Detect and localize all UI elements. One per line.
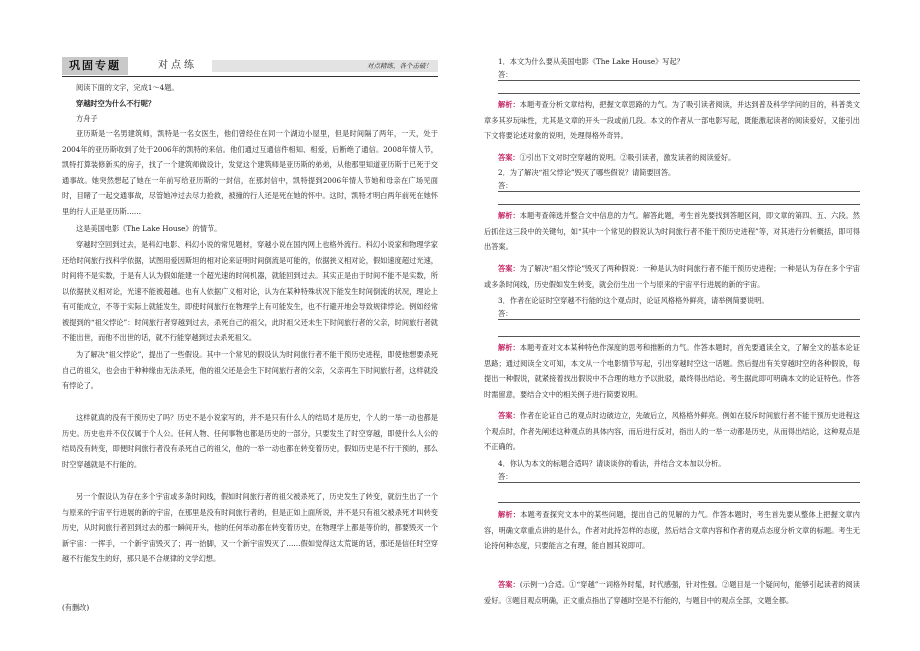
- source-note: (有删改): [62, 603, 90, 612]
- author: 方舟子: [76, 114, 98, 123]
- question-4: 4．你认为本文的标题合适吗？请谈谈你的看法，并结合文本加以分析。: [498, 459, 726, 468]
- answer-line-2b: [498, 204, 860, 205]
- answer-text: 作者在论证自己的观点时边破边立，先破后立，风格格外鲜亮。例如在驳斥时间旅行者不能干预历史进程这个观点时，作者先阐述这种观点的具体内容，而后进行反对，指出人的一举一动都是历史，从而得出结论，这种观点是不正确的。: [484, 411, 860, 451]
- answer-label: 答案：: [498, 411, 520, 420]
- paragraph-3: 穿越时空回到过去，是科幻电影、科幻小说的常见题材，穿越小说在国内网上也格外流行。科幻小说家和物理学家还给时间旅行找科学依据，试图用爱因斯坦的相对论来证明时间倒流是可能的，依据狭义相对论，假如速度超过光速，时间将不是实数，于是有人认为假如能建一个超光速的时间机器，就能回到过去。其实正是由于时间不能不是实数，所以依据狭义相对论，光速不能被超越。也有人依据广义相对论，认为在某种特殊状况下能发生时间倒流的状况，理论上有可能成立，不等于实际上就能发生，即使时间旅行在物理学上有可能发生，也不行避开地会导致规律悖论。例如经常被提到的“祖父悖论”：时间旅行者穿越到过去，杀死自己的祖父，此时祖父还未生下时间旅行者的父亲，时间旅行者就不能出世，而他不出世的话，就不行能穿越到过去杀死祖父。: [62, 240, 438, 342]
- banner-slogan: 对点精练，各个击破！: [367, 62, 432, 70]
- analysis-text: 本题考查分析文章结构，把握文章思路的力气。为了吸引读者阅读，并达到普及科学学问的目的，科普类文章多其岁玩味性，尤其是文章的开头一段或前几段。本文的作者从一部电影写起，既能激起读者的阅读爱好，又能引出下文将要论述对象的说明，处理得格外奇异。: [484, 100, 860, 140]
- paragraph-4: 为了解决“祖父悖论”，提出了一些假设。其中一个常见的假设认为时间旅行者不能干预历史进程，即使他想要杀死自己的祖父，也会由于种种缘由无法杀死，他的祖父还是会生下时间旅行者的父亲，父亲再生下时间旅行者，这样就没有悖论了。: [62, 350, 438, 390]
- answer-1: [484, 150, 860, 166]
- question-2: 2．为了解决“祖父悖论”毁灭了哪些假说？请简要回答。: [498, 168, 676, 177]
- analysis-text: 本题考查对文本某种特色作深度的思考和推断的力气。作答本题时，首先要通读全文，了解全文的基本论证思路；通过阅读全文可知，本文从一个电影情节写起，引出穿越时空这一话题。然后提出有关穿越时空的各种假说，每提出一种假说，就紧接着找出假说中不合理的地方予以批驳，最终得出结论。考生据此即可明确本文的论证特色。作答时需留意，要结合文中的相关例子进行简要说明。: [484, 343, 860, 399]
- question-3: 3．作者在论证时空穿越不行能的这个观点时，论证风格格外鲜亮，请举例简要说明。: [498, 296, 769, 305]
- answer-4: [484, 577, 860, 608]
- banner-subtitle: 对点练: [158, 60, 197, 71]
- paragraph-5: 这样就真的没有干预历史了吗？历史不是小说家写的，并不是只有什么人的结局才是历史，个人的一举一动也都是历史。历史也并不仅仅属于个人公。任何人物、任何事物也都是历史的一部分，只要发生了时空穿越，即使什么人公的结局没有转变，即便时间旅行者没有杀死自己的祖父，他的一举一动也都在转变着历史，假如历史是不行干预的，那么时空穿越就是不行能的。: [62, 413, 438, 469]
- section-banner: [62, 57, 438, 75]
- answer-text: (示例一)合适。①“穿越”一词格外时髦，时代感强，针对性强。②题目是一个疑问句，能够引起读者的阅读爱好。③题目观点明确，正文重点指出了穿越时空是不行能的，与题目中的观点全部，文题全都。: [484, 580, 860, 605]
- banner-rule: [62, 76, 438, 77]
- analysis-text: 本题考查筛选并整合文中信息的力气。解答此题，考生首先要找到答题区间，即文章的第四、五、六段。然后抓住这三段中的关键句，如“其中一个常见的假说认为时间旅行者不能干预历史进程”等，对其进行分析概括，即可得出答案。: [484, 211, 860, 251]
- question-1: 1．本文为什么要从美国电影《The Lake House》写起？: [498, 57, 684, 66]
- banner-tag: 巩固专题: [62, 57, 128, 75]
- analysis-label: 解析：: [498, 510, 521, 519]
- paragraph-2: 这是美国电影《The Lake House》的情节。: [76, 224, 222, 233]
- answer-prefix: 答：: [498, 70, 513, 79]
- answer-line-3[interactable]: [498, 309, 860, 320]
- paragraph-6: 另一个假设认为存在多个宇宙或多条时间线，假如时间旅行者的祖父被杀死了，历史发生了转变，就衍生出了一个与原来的宇宙平行进展的新的宇宙，在那里是没有时间旅行者的，但是正如上面所说，并不是只有祖父被杀死才叫转变历史，从时间旅行者回到过去的那一瞬间开头，他的任何举动都在转变着历史，在物理学上都是等价的，都要毁灭一个新宇宙：一挥手，一个新宇宙毁灭了；再一抬脚，又一个新宇宙毁灭了……假如觉得这太荒诞的话，那还是信任时空穿越不行能发生的好，那只是不合规律的文学幻想。: [62, 492, 438, 563]
- answer-text: 为了解决“祖父悖论”毁灭了两种假说：一种是认为时间旅行者不能干预历史进程；一种是认为存在多个宇宙或多条时间线，历史假如发生转变，就会衍生出一个与原来的宇宙平行进展的新的宇宙。: [484, 264, 860, 289]
- instruction: 阅读下面的文字，完成1～4题。: [76, 83, 179, 92]
- paragraph-1: 亚历斯是一名男建筑师，凯特是一名女医生，他们曾经住在同一个湖边小屋里，但是时间隔了两年，一天，处于2004年的亚历斯收到了处于2006年的凯特的来信。他们通过互通信件相知、相爱，后断绝了通信。2008年情人节，凯特打算装修新买的房子，找了一个建筑师做设计，发觉这个建筑师是亚历斯的弟弟，从他那里知道亚历斯于已死于交通事故。她突然想起了她在一年前写给亚历斯的一封信，在那封信中，凯特提到2006年情人节她和母亲在广场见面时，目睹了一起交通事故，尽管她冲过去尽力抢救，被撞的行人还是死在她的怀中。这时，凯特才明白两年前死在她怀里的行人正是亚历斯……: [62, 129, 438, 216]
- answer-prefix: 答：: [498, 309, 513, 318]
- answer-line-2[interactable]: [498, 181, 860, 192]
- answer-label: 答案：: [498, 153, 520, 162]
- analysis-text: 本题考查探究文本中的某些问题，提出自己的见解的力气。作答本题时，考生首先要从整体上把握文章内容，明确文章重点讲的是什么，作者对此持怎样的态度，然后结合文章内容和作者的观点态度分析文章的标题。考生无论持何种态度，只要能言之有理，能自圆其说即可。: [484, 510, 860, 550]
- answer-line-4[interactable]: [498, 472, 860, 483]
- answer-line-1[interactable]: [498, 70, 860, 81]
- analysis-2: [484, 208, 860, 255]
- analysis-1: [484, 97, 860, 144]
- answer-2: [484, 261, 860, 292]
- answer-prefix: 答：: [498, 472, 513, 481]
- answer-line-1b: [498, 93, 860, 94]
- analysis-label: 解析：: [498, 343, 520, 352]
- answer-label: 答案：: [498, 264, 520, 273]
- passage-title: 穿越时空为什么不行呢？: [76, 99, 156, 108]
- answer-label: 答案：: [498, 580, 520, 589]
- answer-prefix: 答：: [498, 181, 513, 190]
- answer-line-3b: [498, 336, 860, 337]
- answer-text: ①引出下文对时空穿越的说明。②吸引读者，激发读者的阅读爱好。: [519, 153, 736, 162]
- analysis-4: [484, 507, 860, 554]
- analysis-3: [484, 340, 860, 402]
- analysis-label: 解析：: [498, 100, 520, 109]
- analysis-label: 解析：: [498, 211, 520, 220]
- answer-line-4b: [498, 502, 860, 503]
- answer-3: [484, 408, 860, 455]
